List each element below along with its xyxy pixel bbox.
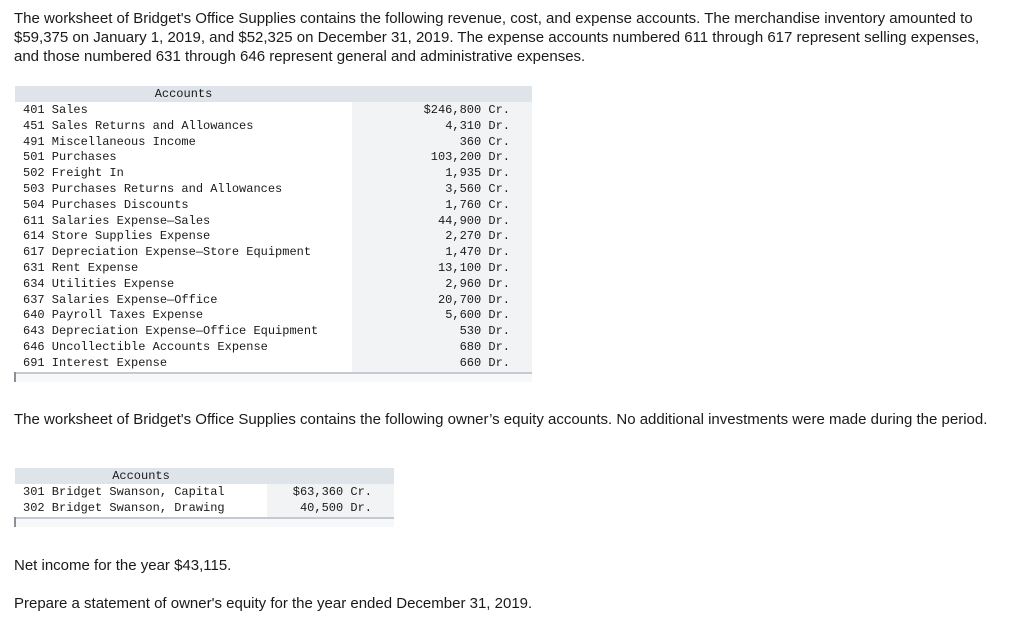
- table-row: [15, 324, 532, 340]
- account-amount: 20,700 Dr.: [352, 293, 532, 309]
- account-name: 501 Purchases: [23, 150, 117, 165]
- account-amount: 13,100 Dr.: [352, 261, 532, 277]
- account-name: 611 Salaries Expense—Sales: [23, 213, 211, 228]
- table-row: [15, 340, 532, 356]
- account-name: 691 Interest Expense: [23, 355, 168, 370]
- equity-table-header-accounts: Accounts: [15, 468, 267, 484]
- table-row: [15, 135, 532, 151]
- account-amount: 103,200 Dr.: [352, 150, 532, 166]
- account-amount: 360 Cr.: [352, 135, 532, 151]
- owners-equity-table: [14, 468, 394, 527]
- account-amount: 1,470 Dr.: [352, 245, 532, 261]
- account-amount: 1,760 Cr.: [352, 198, 532, 214]
- account-name: 301 Bridget Swanson, Capital: [23, 485, 225, 499]
- account-amount: 4,310 Dr.: [352, 119, 532, 135]
- table-row: [15, 182, 532, 198]
- table-row: [15, 229, 532, 245]
- account-name: 643 Depreciation Expense—Office Equipment: [23, 324, 319, 339]
- table-footer: [15, 373, 352, 382]
- table-header-amount: [352, 86, 532, 102]
- table-row: [15, 102, 532, 119]
- account-name: 504 Purchases Discounts: [23, 197, 189, 212]
- table-row: [15, 501, 394, 518]
- account-amount: 680 Dr.: [352, 340, 532, 356]
- revenue-table-body: [15, 102, 532, 373]
- net-income-text: Net income for the year $43,115.: [14, 557, 232, 574]
- account-amount: 2,270 Dr.: [352, 229, 532, 245]
- account-name: 617 Depreciation Expense—Store Equipment: [23, 245, 312, 260]
- revenue-cost-expense-table: [14, 86, 532, 382]
- account-amount: $63,360 Cr.: [267, 484, 394, 501]
- account-amount: 5,600 Dr.: [352, 308, 532, 324]
- table-row: [15, 150, 532, 166]
- equity-table-footer: [15, 518, 267, 527]
- table-row: [15, 308, 532, 324]
- account-amount: 530 Dr.: [352, 324, 532, 340]
- account-name: 401 Sales: [23, 103, 88, 117]
- equity-table-header-amount: [267, 468, 394, 484]
- account-name: 503 Purchases Returns and Allowances: [23, 181, 283, 196]
- account-name: 631 Rent Expense: [23, 260, 139, 275]
- account-name: 451 Sales Returns and Allowances: [23, 118, 254, 133]
- table-row: [15, 166, 532, 182]
- table-header-accounts: Accounts: [15, 86, 352, 102]
- table-row: [15, 484, 394, 501]
- equity-paragraph: The worksheet of Bridget's Office Supplies contains the following owner’s equity accounts. No additional investments were made during the period.: [14, 411, 988, 428]
- account-name: 614 Store Supplies Expense: [23, 229, 211, 244]
- table-row: [15, 277, 532, 293]
- table-row: [15, 356, 532, 373]
- account-name: 502 Freight In: [23, 166, 124, 181]
- account-amount: 1,935 Dr.: [352, 166, 532, 182]
- account-name: 637 Salaries Expense—Office: [23, 292, 218, 307]
- account-amount: 40,500 Dr.: [267, 501, 394, 518]
- table-row: [15, 245, 532, 261]
- account-amount: 2,960 Dr.: [352, 277, 532, 293]
- table-row: [15, 198, 532, 214]
- table-row: [15, 119, 532, 135]
- table-row: [15, 293, 532, 309]
- intro-paragraph: The worksheet of Bridget's Office Supplies contains the following revenue, cost, and expense accounts. The merchandise inventory amounted to $59,375 on January 1, 2019, and $52,325 on December 31, 2019. The expense accounts numbered 611 through 617 represent selling expenses, and those numbered 631 through 646 represent general and administrative expenses.: [14, 10, 980, 65]
- account-name: 646 Uncollectible Accounts Expense: [23, 339, 268, 354]
- account-amount: 660 Dr.: [352, 356, 532, 373]
- account-name: 634 Utilities Expense: [23, 276, 175, 291]
- account-name: 302 Bridget Swanson, Drawing: [23, 500, 225, 515]
- account-name: 491 Miscellaneous Income: [23, 134, 196, 149]
- account-name: 640 Payroll Taxes Expense: [23, 308, 204, 323]
- table-row: [15, 261, 532, 277]
- instruction-text: Prepare a statement of owner's equity for the year ended December 31, 2019.: [14, 595, 533, 612]
- table-row: [15, 214, 532, 230]
- account-amount: 3,560 Cr.: [352, 182, 532, 198]
- equity-table-body: [15, 484, 394, 518]
- account-amount: $246,800 Cr.: [352, 102, 532, 119]
- account-amount: 44,900 Dr.: [352, 214, 532, 230]
